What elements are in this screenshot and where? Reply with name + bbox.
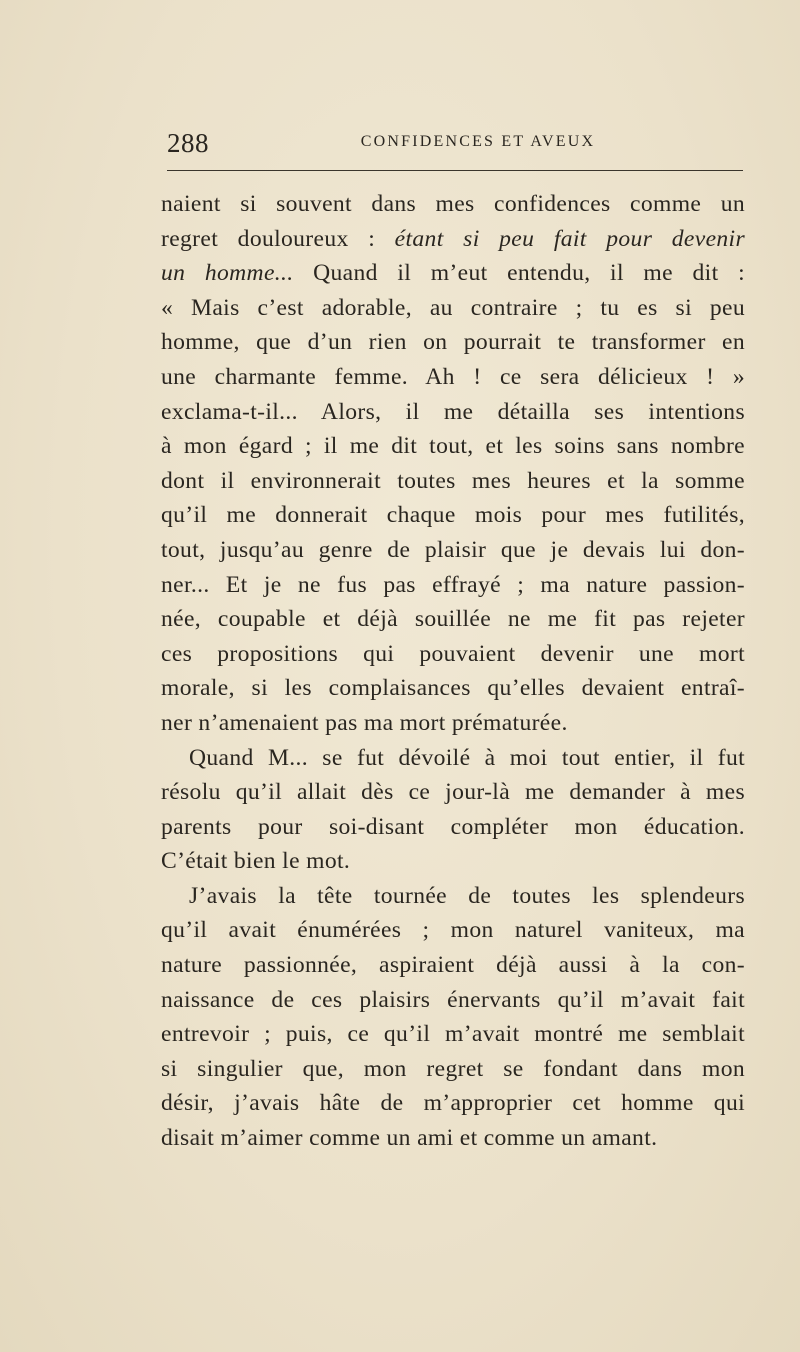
header-rule <box>167 170 743 171</box>
text-line: Quand M... se fut dévoilé à moi tout entier, il fut <box>189 744 745 771</box>
text-line: entrevoir ; puis, ce qu’il m’avait montré me semblait <box>161 1021 745 1048</box>
text-line: ner... Et je ne fus pas effrayé ; ma nature passion- <box>161 571 745 598</box>
text-line: tout, jusqu’au genre de plaisir que je devais lui don- <box>161 536 745 563</box>
text-line: ner n’amenaient pas ma mort prématurée. <box>161 709 568 736</box>
text-line: regret douloureux : étant si peu fait pour devenir <box>161 225 745 252</box>
text-line: J’avais la tête tournée de toutes les splendeurs <box>189 882 745 909</box>
text-line: si singulier que, mon regret se fondant dans mon <box>161 1055 745 1082</box>
text-line: dont il environnerait toutes mes heures et la somme <box>161 467 745 494</box>
text-line: C’était bien le mot. <box>161 848 351 875</box>
italic-phrase: étant si peu fait pour devenir <box>394 225 745 252</box>
text-line: disait m’aimer comme un ami et comme un amant. <box>161 1125 658 1152</box>
text-line: nature passionnée, aspiraient déjà aussi à la con- <box>161 952 745 979</box>
text-line: qu’il me donnerait chaque mois pour mes futilités, <box>161 502 745 529</box>
page-number: 288 <box>167 128 209 158</box>
text-line: homme, que d’un rien on pourrait te transformer en <box>161 329 745 356</box>
text-line: qu’il avait énumérées ; mon naturel vaniteux, ma <box>161 917 745 944</box>
text-line: parents pour soi-disant compléter mon éducation. <box>161 813 745 840</box>
text-line: morale, si les complaisances qu’elles devaient entraî- <box>161 675 745 702</box>
text-line: désir, j’avais hâte de m’approprier cet homme qui <box>161 1090 745 1117</box>
text-line: naient si souvent dans mes confidences comme un <box>161 191 745 217</box>
text-line: « Mais c’est adorable, au contraire ; tu es si peu <box>161 294 745 321</box>
text-line: née, coupable et déjà souillée ne me fit pas rejeter <box>161 606 745 633</box>
body-text <box>161 187 745 1156</box>
text-line: résolu qu’il allait dès ce jour-là me demander à mes <box>161 779 745 806</box>
text-line: exclama-t-il... Alors, il me détailla ses intentions <box>161 398 745 425</box>
text-line: un homme... Quand il m’eut entendu, il me dit : <box>161 260 745 287</box>
running-title: CONFIDENCES ET AVEUX <box>360 133 596 150</box>
text-line: ces propositions qui pouvaient devenir une mort <box>161 640 745 667</box>
text-line: une charmante femme. Ah ! ce sera délicieux ! » <box>161 363 745 390</box>
text-line: naissance de ces plaisirs énervants qu’il m’avait fait <box>161 986 745 1013</box>
text-line: à mon égard ; il me dit tout, et les soins sans nombre <box>161 433 745 460</box>
italic-phrase: un homme... <box>161 260 294 287</box>
page-header <box>165 124 743 160</box>
